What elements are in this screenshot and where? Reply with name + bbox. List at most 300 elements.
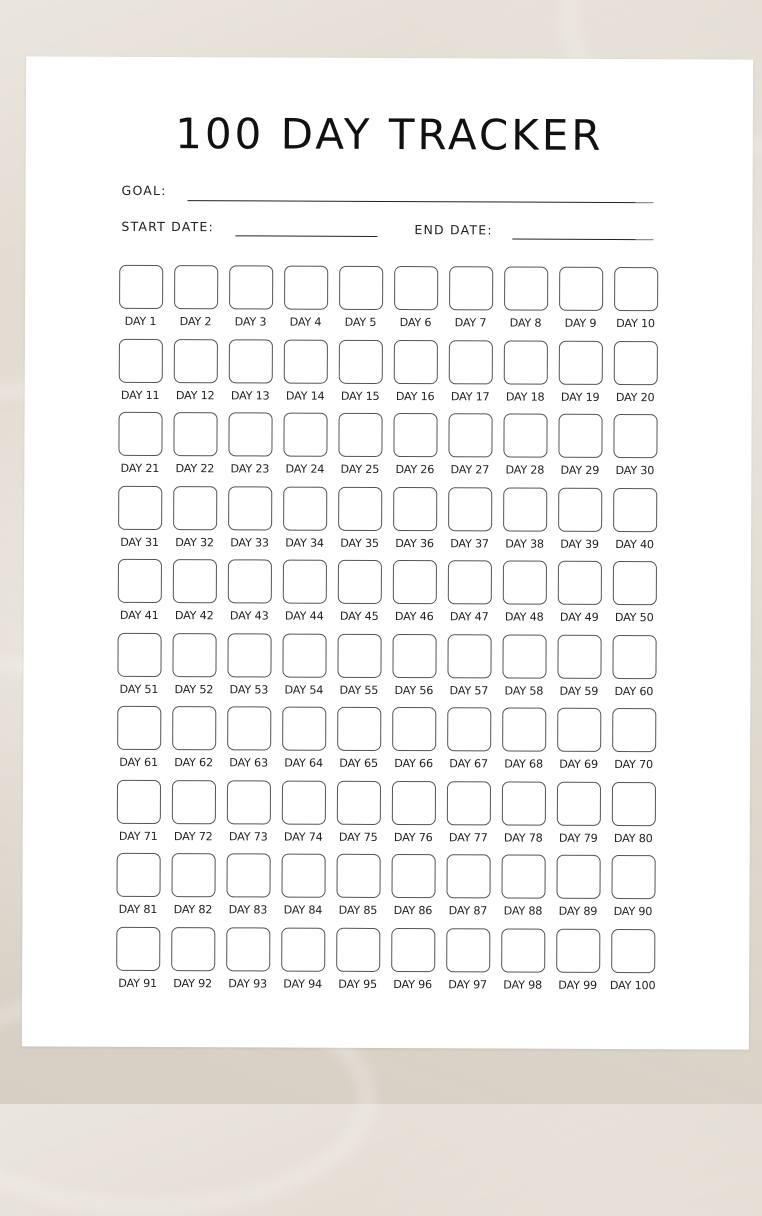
day-checkbox[interactable] [447, 560, 491, 604]
day-cell [388, 266, 443, 330]
day-label: DAY 10 [616, 316, 655, 331]
day-checkbox[interactable] [449, 266, 493, 310]
day-label: DAY 84 [283, 903, 323, 917]
day-label: DAY 75 [338, 830, 378, 844]
day-label: DAY 45 [339, 609, 379, 623]
day-cell [495, 928, 550, 992]
day-label: DAY 92 [173, 976, 212, 990]
day-checkbox[interactable] [171, 780, 215, 824]
day-checkbox[interactable] [391, 854, 435, 898]
day-checkbox[interactable] [338, 339, 382, 383]
day-label: DAY 89 [558, 904, 598, 918]
day-label: DAY 80 [613, 831, 653, 845]
day-checkbox[interactable] [503, 340, 547, 384]
day-cell [441, 781, 496, 845]
day-checkbox[interactable] [447, 707, 491, 751]
day-label: DAY 73 [228, 829, 268, 843]
day-cell [497, 560, 552, 624]
day-checkbox[interactable] [226, 853, 270, 897]
day-cell [551, 634, 606, 698]
day-label: DAY 96 [393, 977, 432, 991]
day-cell [220, 853, 275, 917]
day-checkbox[interactable] [557, 634, 601, 678]
day-checkbox[interactable] [504, 267, 548, 311]
day-label: DAY 17 [450, 389, 490, 403]
day-cell [606, 708, 661, 772]
day-checkbox[interactable] [612, 708, 656, 752]
day-cell [551, 781, 606, 845]
day-cell [605, 928, 660, 992]
day-label: DAY 47 [449, 610, 489, 624]
day-checkbox[interactable] [117, 706, 161, 750]
day-cell [166, 706, 221, 770]
day-label: DAY 22 [175, 462, 215, 476]
day-label: DAY 87 [448, 904, 488, 918]
day-checkbox[interactable] [118, 412, 162, 456]
day-cell [441, 634, 496, 698]
day-label: DAY 42 [174, 609, 214, 623]
day-checkbox[interactable] [173, 339, 217, 383]
day-cell [277, 560, 332, 624]
day-label: DAY 49 [559, 610, 599, 624]
day-cell [443, 266, 498, 330]
day-cell [387, 560, 442, 624]
day-label: DAY 97 [448, 977, 487, 991]
day-cell [551, 708, 606, 772]
day-checkbox[interactable] [558, 414, 602, 458]
day-checkbox[interactable] [117, 632, 161, 676]
day-label: DAY 57 [449, 683, 489, 697]
day-checkbox[interactable] [116, 926, 160, 970]
day-cell [222, 412, 277, 476]
day-checkbox[interactable] [226, 927, 270, 971]
day-checkbox[interactable] [336, 780, 380, 824]
day-label: DAY 14 [285, 389, 325, 403]
day-checkbox[interactable] [171, 853, 215, 897]
start-date-label: START DATE: [121, 218, 214, 235]
day-checkbox[interactable] [503, 414, 547, 458]
day-cell [385, 927, 440, 991]
day-checkbox[interactable] [281, 854, 325, 898]
day-label: DAY 70 [614, 757, 653, 772]
day-label: DAY 24 [285, 462, 325, 476]
day-label: DAY 18 [505, 390, 545, 404]
day-label: DAY 9 [564, 316, 597, 330]
day-label: DAY 1 [124, 314, 157, 328]
day-label: DAY 41 [119, 608, 159, 623]
day-label: DAY 64 [284, 756, 323, 770]
day-cell [167, 412, 222, 476]
day-label: DAY 12 [175, 388, 215, 402]
day-checkbox[interactable] [393, 413, 437, 457]
day-checkbox[interactable] [393, 487, 437, 531]
day-cell [113, 338, 168, 402]
day-checkbox[interactable] [391, 928, 435, 972]
day-checkbox[interactable] [502, 561, 546, 605]
day-checkbox[interactable] [446, 854, 490, 898]
day-cell [111, 779, 166, 843]
day-checkbox[interactable] [559, 267, 603, 311]
day-checkbox[interactable] [611, 855, 655, 899]
day-cell [113, 265, 168, 329]
day-cell [166, 633, 221, 697]
day-checkbox[interactable] [119, 265, 163, 309]
tracker-sheet [22, 56, 753, 1049]
day-cell [110, 926, 165, 990]
day-label: DAY 3 [234, 315, 267, 329]
day-checkbox[interactable] [172, 706, 216, 750]
day-checkbox[interactable] [282, 633, 326, 677]
day-cell [221, 633, 276, 697]
day-cell [331, 780, 386, 844]
day-checkbox[interactable] [171, 927, 215, 971]
day-label: DAY 54 [284, 683, 324, 697]
day-cell [443, 340, 498, 404]
day-label: DAY 69 [559, 757, 598, 771]
day-checkbox[interactable] [557, 561, 601, 605]
day-checkbox[interactable] [336, 854, 380, 898]
day-cell [388, 339, 443, 403]
day-label: DAY 77 [448, 830, 488, 844]
day-checkbox[interactable] [336, 927, 380, 971]
day-label: DAY 78 [503, 831, 543, 845]
day-label: DAY 76 [393, 830, 433, 844]
day-cell [167, 486, 222, 550]
day-cell [386, 633, 441, 697]
day-label: DAY 68 [504, 757, 543, 771]
day-label: DAY 33 [230, 535, 269, 549]
day-label: DAY 66 [394, 757, 433, 771]
day-checkbox[interactable] [337, 560, 381, 604]
day-checkbox[interactable] [446, 781, 490, 825]
day-cell [166, 780, 221, 844]
day-checkbox[interactable] [283, 339, 327, 383]
day-cell [330, 927, 385, 991]
day-cell [387, 413, 442, 477]
day-cell [111, 706, 166, 770]
goal-field[interactable] [188, 200, 654, 203]
day-cell [330, 854, 385, 918]
day-checkbox[interactable] [502, 634, 546, 678]
day-label: DAY 39 [560, 537, 599, 551]
day-checkbox[interactable] [338, 413, 382, 457]
day-label: DAY 98 [503, 978, 542, 992]
day-cell [168, 265, 223, 329]
day-label: DAY 79 [558, 831, 598, 845]
day-label: DAY 28 [505, 463, 545, 477]
day-cell [496, 781, 551, 845]
day-label: DAY 88 [503, 904, 543, 918]
day-label: DAY 32 [175, 535, 214, 549]
day-checkbox[interactable] [227, 633, 271, 677]
day-label: DAY 38 [505, 537, 544, 551]
day-label: DAY 95 [338, 977, 377, 991]
day-checkbox[interactable] [448, 413, 492, 457]
day-label: DAY 63 [229, 756, 268, 770]
day-checkbox[interactable] [228, 339, 272, 383]
day-checkbox[interactable] [337, 707, 381, 751]
day-checkbox[interactable] [611, 781, 655, 825]
day-cell [110, 853, 165, 917]
day-checkbox[interactable] [611, 928, 655, 972]
day-checkbox[interactable] [501, 854, 545, 898]
day-label: DAY 25 [340, 462, 380, 476]
day-checkbox[interactable] [117, 559, 161, 603]
day-cell [607, 414, 662, 478]
day-cell [333, 266, 388, 330]
day-cell [221, 706, 276, 770]
day-cell [608, 267, 663, 331]
day-checkbox[interactable] [281, 927, 325, 971]
day-cell [442, 487, 497, 551]
day-label: DAY 71 [118, 829, 158, 843]
day-cell [440, 854, 495, 918]
day-label: DAY 26 [395, 463, 435, 477]
day-cell [331, 633, 386, 697]
day-cell [441, 707, 496, 771]
day-cell [167, 559, 222, 623]
day-checkbox[interactable] [283, 413, 327, 457]
day-label: DAY 100 [609, 978, 656, 992]
day-label: DAY 46 [394, 610, 434, 624]
day-cell [221, 780, 276, 844]
day-checkbox[interactable] [612, 561, 656, 605]
day-checkbox[interactable] [447, 634, 491, 678]
day-label: DAY 16 [395, 389, 435, 403]
goal-label: GOAL: [121, 182, 167, 199]
day-label: DAY 58 [504, 684, 544, 698]
day-checkbox[interactable] [613, 414, 657, 458]
day-cell [276, 633, 331, 697]
day-checkbox[interactable] [229, 265, 273, 309]
day-checkbox[interactable] [557, 708, 601, 752]
day-checkbox[interactable] [338, 486, 382, 530]
day-checkbox[interactable] [556, 781, 600, 825]
day-checkbox[interactable] [284, 266, 328, 310]
day-cell [275, 854, 330, 918]
day-cell [277, 413, 332, 477]
day-label: DAY 20 [615, 390, 655, 404]
day-label: DAY 52 [174, 682, 214, 696]
day-label: DAY 19 [560, 390, 600, 404]
day-checkbox[interactable] [227, 559, 271, 603]
day-label: DAY 60 [614, 684, 654, 698]
day-label: DAY 6 [399, 316, 432, 330]
day-cell [607, 487, 662, 551]
day-checkbox[interactable] [392, 707, 436, 751]
day-label: DAY 59 [559, 684, 599, 698]
day-checkbox[interactable] [118, 338, 162, 382]
day-checkbox[interactable] [448, 340, 492, 384]
day-cell [496, 707, 551, 771]
day-cell [550, 928, 605, 992]
day-label: DAY 40 [615, 537, 654, 551]
day-label: DAY 8 [509, 316, 542, 330]
day-checkbox[interactable] [558, 487, 602, 531]
day-checkbox[interactable] [556, 855, 600, 899]
day-checkbox[interactable] [502, 708, 546, 752]
day-checkbox[interactable] [613, 487, 657, 531]
day-label: DAY 85 [338, 903, 378, 917]
day-label: DAY 2 [179, 315, 212, 329]
day-checkbox[interactable] [556, 928, 600, 972]
day-checkbox[interactable] [339, 266, 383, 310]
day-cell [222, 559, 277, 623]
day-label: DAY 61 [119, 755, 158, 770]
day-label: DAY 51 [119, 682, 159, 696]
day-cell [498, 340, 553, 404]
day-cell [165, 853, 220, 917]
day-label: DAY 27 [450, 463, 490, 477]
day-label: DAY 7 [454, 316, 487, 330]
day-checkbox[interactable] [228, 486, 272, 530]
day-checkbox[interactable] [283, 486, 327, 530]
day-checkbox[interactable] [391, 781, 435, 825]
page-title: 100 DAY TRACKER [175, 109, 604, 160]
start-date-field[interactable] [235, 235, 377, 237]
day-checkbox[interactable] [501, 781, 545, 825]
day-cell [278, 339, 333, 403]
day-label: DAY 91 [118, 976, 157, 990]
day-label: DAY 4 [289, 315, 322, 329]
day-checkbox[interactable] [282, 707, 326, 751]
day-checkbox[interactable] [172, 633, 216, 677]
day-checkbox[interactable] [612, 634, 656, 678]
day-label: DAY 23 [230, 462, 270, 476]
day-label: DAY 86 [393, 904, 433, 918]
day-cell [496, 634, 551, 698]
day-cell [168, 339, 223, 403]
day-checkbox[interactable] [173, 412, 217, 456]
day-label: DAY 93 [228, 976, 267, 990]
day-checkbox[interactable] [614, 267, 658, 311]
day-cell [278, 266, 333, 330]
day-checkbox[interactable] [394, 266, 438, 310]
day-cell [442, 560, 497, 624]
day-checkbox[interactable] [392, 634, 436, 678]
day-label: DAY 53 [229, 682, 269, 696]
day-cell [332, 560, 387, 624]
day-cell [277, 486, 332, 550]
day-checkbox[interactable] [228, 412, 272, 456]
day-label: DAY 82 [173, 903, 213, 917]
day-grid [110, 265, 663, 992]
day-checkbox[interactable] [116, 779, 160, 823]
day-label: DAY 13 [230, 388, 270, 402]
day-cell [552, 561, 607, 625]
day-label: DAY 72 [173, 829, 213, 843]
day-cell [498, 266, 553, 330]
day-cell [223, 339, 278, 403]
day-label: DAY 15 [340, 389, 380, 403]
day-cell [165, 927, 220, 991]
day-label: DAY 90 [613, 904, 653, 919]
day-cell [223, 265, 278, 329]
day-cell [332, 413, 387, 477]
day-cell [112, 412, 167, 476]
day-cell [552, 414, 607, 478]
day-cell [608, 340, 663, 404]
day-label: DAY 29 [560, 463, 600, 477]
day-checkbox[interactable] [226, 780, 270, 824]
day-cell [220, 927, 275, 991]
day-label: DAY 56 [394, 683, 434, 697]
end-date-field[interactable] [512, 239, 653, 241]
day-cell [497, 413, 552, 477]
day-cell [442, 413, 497, 477]
end-date-label: END DATE: [414, 222, 493, 238]
day-cell [552, 487, 607, 551]
day-cell [553, 267, 608, 331]
day-label: DAY 44 [284, 609, 324, 623]
day-cell [112, 559, 167, 623]
day-cell [606, 634, 661, 698]
day-cell [553, 340, 608, 404]
day-checkbox[interactable] [118, 485, 162, 529]
day-cell [331, 707, 386, 771]
day-cell [607, 561, 662, 625]
day-checkbox[interactable] [227, 706, 271, 750]
day-label: DAY 55 [339, 683, 379, 697]
day-checkbox[interactable] [503, 487, 547, 531]
day-cell [387, 486, 442, 550]
day-cell [605, 855, 660, 919]
day-checkbox[interactable] [337, 633, 381, 677]
day-cell [440, 928, 495, 992]
day-cell [112, 485, 167, 549]
day-cell [333, 339, 388, 403]
day-label: DAY 31 [120, 535, 159, 549]
day-cell [111, 632, 166, 696]
day-cell [385, 854, 440, 918]
day-label: DAY 81 [118, 902, 158, 916]
day-cell [386, 780, 441, 844]
day-label: DAY 37 [450, 536, 489, 550]
day-checkbox[interactable] [448, 487, 492, 531]
day-checkbox[interactable] [446, 928, 490, 972]
day-cell [497, 487, 552, 551]
day-checkbox[interactable] [282, 560, 326, 604]
day-label: DAY 36 [395, 536, 434, 550]
day-label: DAY 48 [504, 610, 544, 624]
day-checkbox[interactable] [174, 265, 218, 309]
day-cell [332, 486, 387, 550]
day-checkbox[interactable] [393, 340, 437, 384]
day-checkbox[interactable] [173, 486, 217, 530]
day-label: DAY 94 [283, 977, 322, 991]
day-checkbox[interactable] [172, 559, 216, 603]
day-checkbox[interactable] [392, 560, 436, 604]
day-label: DAY 99 [558, 978, 597, 992]
day-cell [550, 855, 605, 919]
day-label: DAY 65 [339, 756, 378, 770]
day-label: DAY 67 [449, 757, 488, 771]
day-label: DAY 83 [228, 903, 268, 917]
day-label: DAY 34 [285, 536, 324, 550]
day-cell [276, 707, 331, 771]
day-label: DAY 30 [615, 463, 655, 478]
day-checkbox[interactable] [116, 853, 160, 897]
day-label: DAY 74 [283, 830, 323, 844]
day-checkbox[interactable] [501, 928, 545, 972]
day-label: DAY 50 [614, 610, 654, 625]
day-label: DAY 21 [120, 461, 160, 476]
day-checkbox[interactable] [558, 340, 602, 384]
day-label: DAY 5 [344, 315, 377, 329]
day-label: DAY 62 [174, 756, 213, 770]
day-checkbox[interactable] [281, 780, 325, 824]
day-checkbox[interactable] [613, 340, 657, 384]
